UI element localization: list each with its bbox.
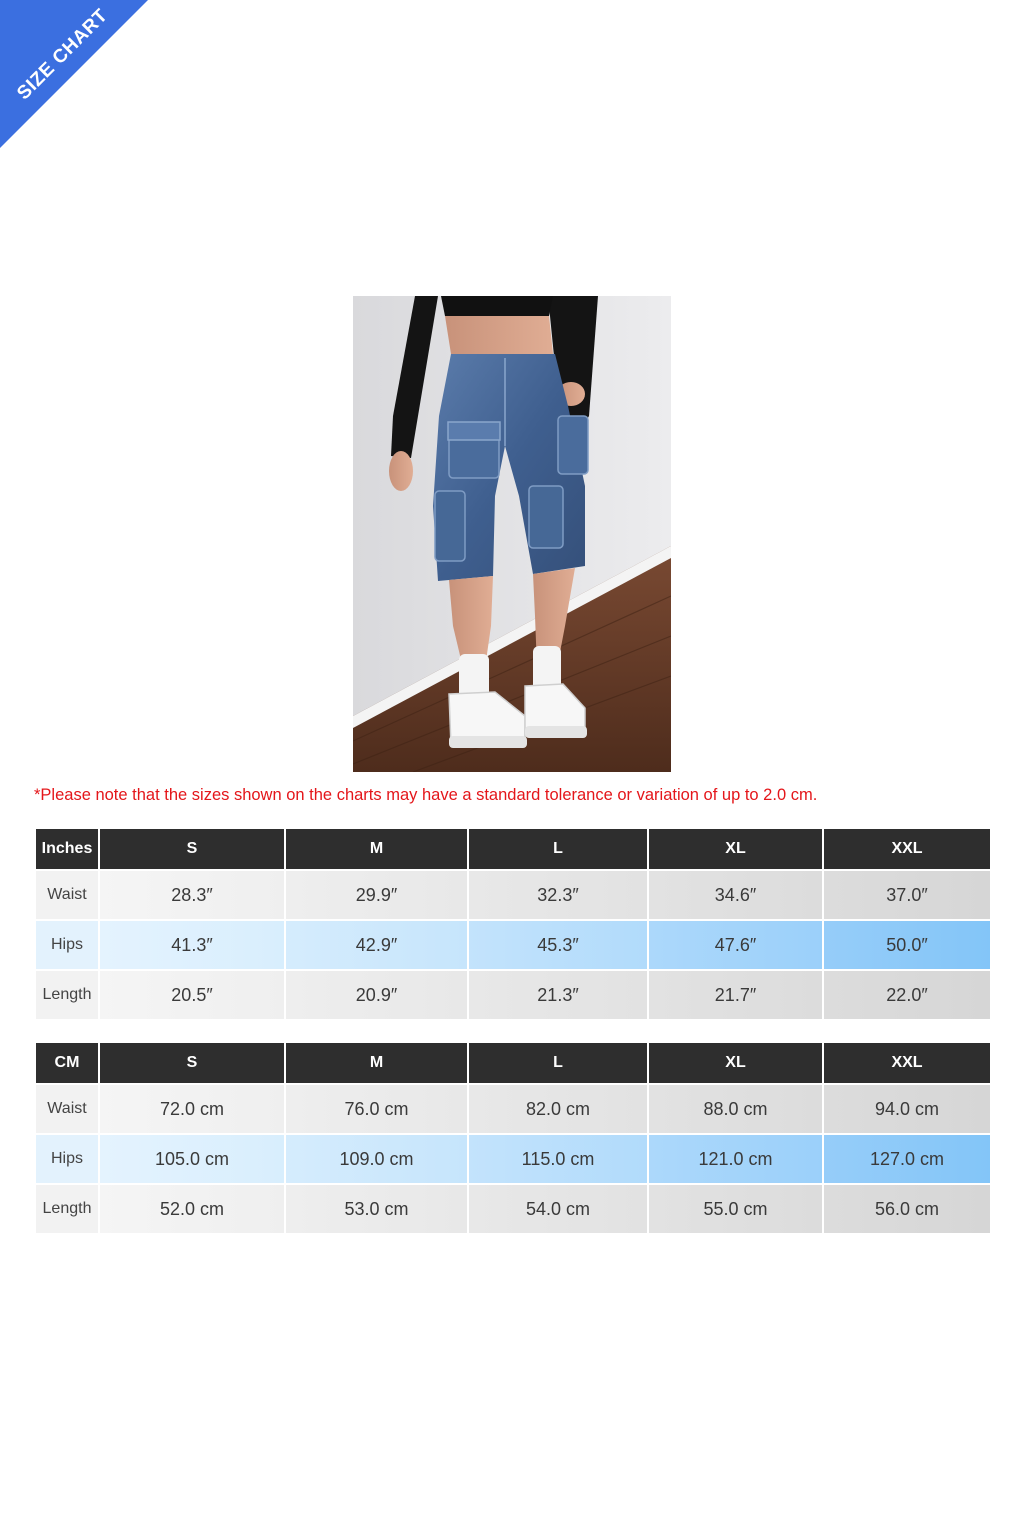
size-header: L (469, 829, 647, 869)
table-cell: 50.0″ (824, 921, 990, 971)
table-cell: 21.7″ (649, 971, 822, 1021)
table-cell: 105.0 cm (100, 1135, 284, 1185)
table-cell: 56.0 cm (824, 1185, 990, 1235)
size-table-inches (34, 829, 992, 1021)
row-label: Length (36, 1185, 98, 1235)
table-cell: 22.0″ (824, 971, 990, 1021)
row-label: Hips (36, 921, 98, 971)
size-header: XL (649, 1043, 822, 1083)
table-cell: 55.0 cm (649, 1185, 822, 1235)
table-cell: 41.3″ (100, 921, 284, 971)
size-header: L (469, 1043, 647, 1083)
size-chart-badge (0, 0, 150, 150)
table-cell: 94.0 cm (824, 1085, 990, 1135)
size-header: XXL (824, 829, 990, 869)
size-tolerance-note: *Please note that the sizes shown on the charts may have a standard tolerance or variation of up to 2.0 cm. (34, 786, 818, 804)
table-cell: 109.0 cm (286, 1135, 467, 1185)
table-cell: 42.9″ (286, 921, 467, 971)
table-row (36, 921, 990, 971)
unit-header: CM (36, 1043, 98, 1083)
table-header-row (36, 829, 990, 869)
table-cell: 28.3″ (100, 871, 284, 921)
table-cell: 54.0 cm (469, 1185, 647, 1235)
size-header: S (100, 829, 284, 869)
table-row (36, 1185, 990, 1235)
size-header: M (286, 1043, 467, 1083)
table-cell: 121.0 cm (649, 1135, 822, 1185)
table-cell: 127.0 cm (824, 1135, 990, 1185)
size-header: XXL (824, 1043, 990, 1083)
table-cell: 45.3″ (469, 921, 647, 971)
size-header: S (100, 1043, 284, 1083)
table-cell: 52.0 cm (100, 1185, 284, 1235)
size-header: M (286, 829, 467, 869)
table-cell: 72.0 cm (100, 1085, 284, 1135)
table-row (36, 1135, 990, 1185)
table-row (36, 1085, 990, 1135)
table-cell: 47.6″ (649, 921, 822, 971)
table-cell: 37.0″ (824, 871, 990, 921)
table-cell: 88.0 cm (649, 1085, 822, 1135)
table-cell: 20.5″ (100, 971, 284, 1021)
row-label: Hips (36, 1135, 98, 1185)
table-row (36, 871, 990, 921)
table-cell: 76.0 cm (286, 1085, 467, 1135)
table-cell: 53.0 cm (286, 1185, 467, 1235)
table-cell: 82.0 cm (469, 1085, 647, 1135)
row-label: Waist (36, 871, 98, 921)
table-cell: 34.6″ (649, 871, 822, 921)
badge-triangle (0, 0, 148, 148)
badge-label: SIZE CHART (13, 5, 113, 105)
table-cell: 29.9″ (286, 871, 467, 921)
row-label: Length (36, 971, 98, 1021)
table-header-row (36, 1043, 990, 1083)
product-photo-illustration (353, 296, 671, 772)
row-label: Waist (36, 1085, 98, 1135)
table-cell: 115.0 cm (469, 1135, 647, 1185)
size-header: XL (649, 829, 822, 869)
product-photo (353, 296, 671, 772)
size-table-cm (34, 1043, 992, 1235)
table-cell: 32.3″ (469, 871, 647, 921)
unit-header: Inches (36, 829, 98, 869)
table-cell: 20.9″ (286, 971, 467, 1021)
table-cell: 21.3″ (469, 971, 647, 1021)
table-row (36, 971, 990, 1021)
